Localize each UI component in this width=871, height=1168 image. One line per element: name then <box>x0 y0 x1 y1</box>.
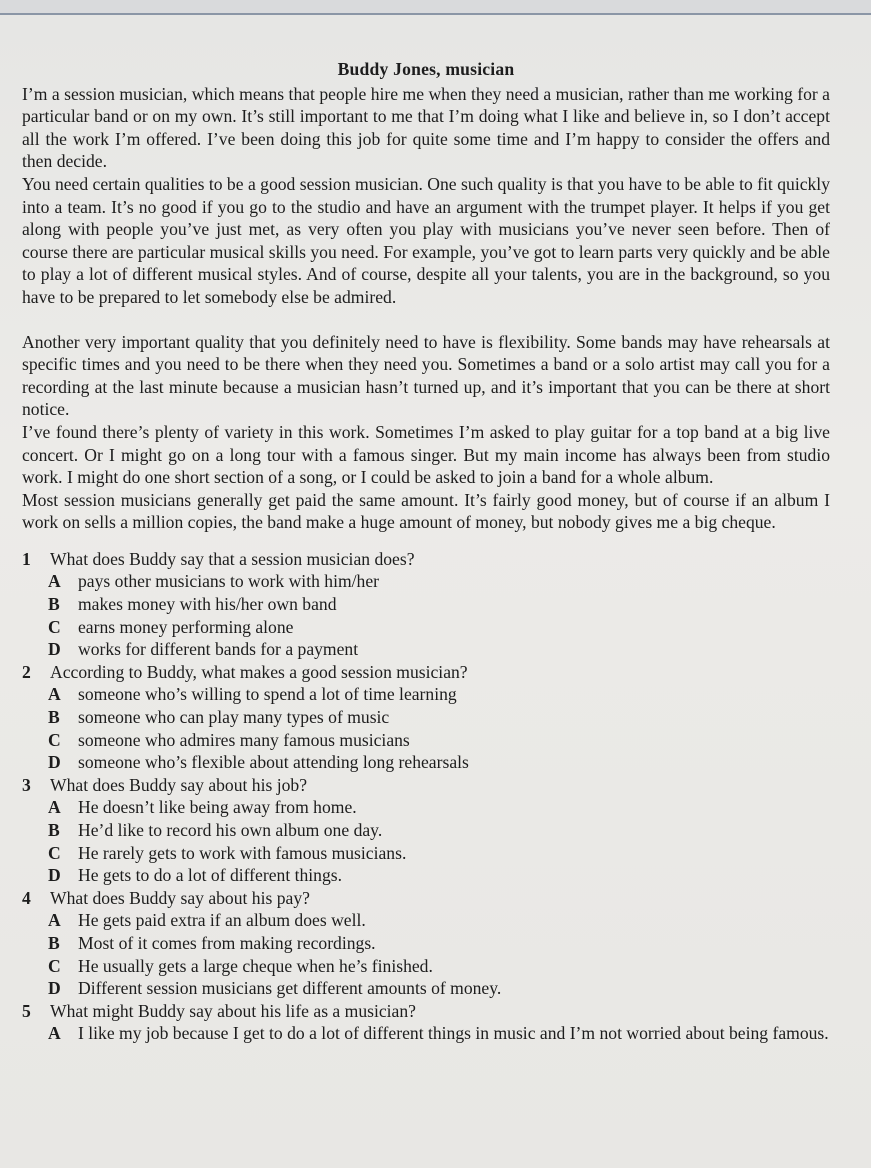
option-text: works for different bands for a payment <box>78 639 359 660</box>
option-text: He rarely gets to work with famous musicians. <box>78 842 407 863</box>
option-letter: B <box>48 707 60 728</box>
question-text: What does Buddy say about his pay? <box>50 887 310 908</box>
option-letter: C <box>48 842 61 863</box>
option-text: He doesn’t like being away from home. <box>78 797 357 818</box>
question-3 <box>22 774 830 797</box>
questions-section <box>22 548 830 1045</box>
option-text: earns money performing alone <box>78 616 294 637</box>
option-letter: A <box>48 910 61 931</box>
option-2a[interactable] <box>48 683 830 706</box>
option-letter: C <box>48 729 61 750</box>
option-letter: B <box>48 932 60 953</box>
document-content <box>22 58 830 1045</box>
option-3c[interactable] <box>48 842 830 865</box>
question-1 <box>22 548 830 571</box>
question-number: 2 <box>22 661 31 682</box>
option-letter: D <box>48 978 61 999</box>
option-4d[interactable] <box>48 977 830 1000</box>
question-2 <box>22 661 830 684</box>
option-letter: B <box>48 820 60 840</box>
option-text: Different session musicians get different amounts of money. <box>78 978 502 999</box>
option-1c[interactable] <box>48 616 830 639</box>
option-letter: C <box>48 955 61 976</box>
top-rule <box>0 13 871 15</box>
option-4b[interactable] <box>48 932 830 955</box>
option-text: He’d like to record his own album one day. <box>78 820 383 840</box>
option-letter: A <box>48 1023 61 1044</box>
option-1a[interactable] <box>48 570 830 593</box>
top-band <box>0 0 871 13</box>
option-letter: A <box>48 571 61 592</box>
option-text: He usually gets a large cheque when he’s finished. <box>78 955 433 976</box>
question-text: What might Buddy say about his life as a musician? <box>50 1000 416 1021</box>
option-letter: A <box>48 797 61 818</box>
option-3d[interactable] <box>48 864 830 887</box>
option-5a[interactable] <box>22 1022 830 1045</box>
option-2b[interactable] <box>48 706 830 729</box>
option-4a[interactable] <box>48 909 830 932</box>
paragraph-4: I’ve found there’s plenty of variety in this work. Sometimes I’m asked to play guitar for a top band at a big live concert. Or I might go on a long tour with a famous singer. But my main income has always been from studio work. I might do one short section of a song, or I could be asked to join a band for a whole album. <box>22 421 830 488</box>
question-text: What does Buddy say about his job? <box>50 774 308 795</box>
option-3a[interactable] <box>48 796 830 819</box>
question-text: What does Buddy say that a session musician does? <box>50 548 415 569</box>
question-number: 3 <box>22 774 31 795</box>
option-3b[interactable] <box>48 819 830 842</box>
paragraph-3: Another very important quality that you definitely need to have is flexibility. Some bands may have rehearsals at specific times and you need to be there when they need you. Sometimes a band or a solo artist may call you for a recording at the last minute because a musician hasn’t turned up, and it’s important that you can be there at short notice. <box>22 331 830 420</box>
option-text: He gets paid extra if an album does well. <box>78 910 366 931</box>
option-4c[interactable] <box>48 955 830 978</box>
option-1d[interactable] <box>48 638 830 661</box>
paragraph-1: I’m a session musician, which means that people hire me when they need a musician, rather than me working for a particular band or on my own. It’s still important to me that I’m doing what I like and believe in, so I don’t accept all the work I’m offered. I’ve been doing this job for quite some time and I’m happy to consider the offers and then decide. <box>22 83 830 172</box>
option-letter: C <box>48 616 61 637</box>
option-2c[interactable] <box>48 729 830 752</box>
option-text: Most of it comes from making recordings. <box>78 932 376 953</box>
question-5 <box>22 1000 830 1023</box>
option-2d[interactable] <box>48 751 830 774</box>
option-text: someone who’s willing to spend a lot of time learning <box>78 684 457 705</box>
option-text: someone who admires many famous musicians <box>78 729 410 750</box>
paragraph-2: You need certain qualities to be a good session musician. One such quality is that you have to be able to fit quickly into a team. It’s no good if you go to the studio and have an argument with the trumpet player. It helps if you get along with people you’ve just met, as very often you play with musicians you’ve never seen before. Then of course there are particular musical skills you need. For example, you’ve got to learn parts very quickly and be able to play a lot of different musical styles. And of course, despite all your talents, you are in the background, so you have to be prepared to let somebody else be admired. <box>22 173 830 307</box>
paragraph-gap <box>22 309 830 331</box>
option-letter: B <box>48 594 60 615</box>
option-text: pays other musicians to work with him/her <box>78 571 380 592</box>
document-title: Buddy Jones, musician <box>337 59 515 79</box>
option-1b[interactable] <box>48 593 830 616</box>
question-number: 1 <box>22 548 31 569</box>
option-text: someone who can play many types of music <box>78 707 390 728</box>
option-text: He gets to do a lot of different things. <box>78 865 343 886</box>
question-text: According to Buddy, what makes a good session musician? <box>50 661 468 682</box>
option-text: someone who’s flexible about attending long rehearsals <box>78 752 469 773</box>
option-text: makes money with his/her own band <box>78 594 337 615</box>
option-letter: A <box>48 684 61 705</box>
paragraph-5: Most session musicians generally get paid the same amount. It’s fairly good money, but of course if an album I work on sells a million copies, the band make a huge amount of money, but nobody gives me a big cheque. <box>22 489 830 533</box>
option-letter: D <box>48 865 61 886</box>
question-4 <box>22 887 830 910</box>
option-letter: D <box>48 639 61 660</box>
question-number: 4 <box>22 887 31 908</box>
question-number: 5 <box>22 1000 31 1021</box>
option-letter: D <box>48 752 61 773</box>
option-text: I like my job because I get to do a lot of different things in music and I’m not worried about being famous. <box>78 1023 829 1044</box>
